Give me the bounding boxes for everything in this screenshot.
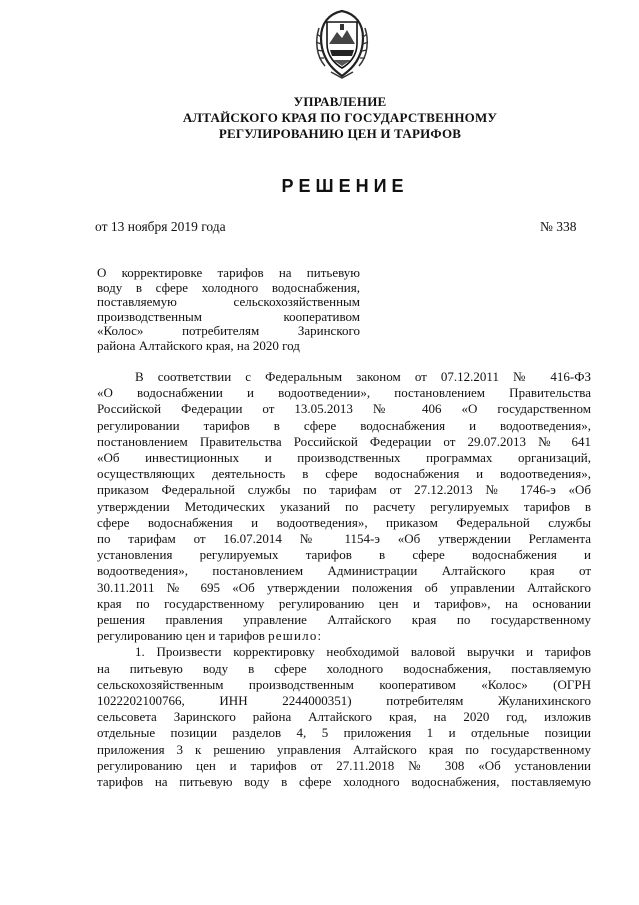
body-line: сельскохозяйственным производственным кооперативом «Колос» (ОГРН <box>97 676 591 692</box>
body-line: на питьевую воду в сфере холодного водоснабжения, поставляемую <box>97 660 591 676</box>
body-line: 1. Произвести корректировку необходимой валовой выручки и тарифов <box>135 644 591 660</box>
body-line: сельсовета Заринского района Алтайского края, на 2020 год, изложив <box>97 709 591 725</box>
document-body <box>97 369 591 790</box>
body-line: 1022202100766, ИНН 2244000351) потребителям Жуланихинского <box>97 693 591 709</box>
document-title: РЕШЕНИЕ <box>281 176 409 196</box>
body-line: приложения 3 к решению управления Алтайского края по государственному <box>97 741 591 757</box>
subject-line: О корректировке тарифов на питьевую <box>97 265 360 280</box>
body-line: водоотведения», постановлением Администрации Алтайского края от <box>97 563 591 579</box>
body-line: сфере водоснабжения и водоотведения», приказом Федеральной службы <box>97 514 591 530</box>
body-line: края по государственному регулированию цен и тарифов», на основании <box>97 595 591 611</box>
body-line: постановлением Правительства Российской Федерации от 29.07.2013 № 641 <box>97 433 591 449</box>
subject-line: «Колос» потребителям Заринского <box>97 323 360 338</box>
body-line: В соответствии с Федеральным законом от 07.12.2011 № 416-ФЗ <box>135 369 591 384</box>
subject-line: воду в сфере холодного водоснабжения, <box>97 279 360 295</box>
document-subject <box>97 266 360 353</box>
org-line: АЛТАЙСКОГО КРАЯ ПО ГОСУДАРСТВЕННОМУ <box>182 110 498 125</box>
body-line: решения правления управление Алтайского края по государственному <box>97 612 591 628</box>
body-line: Российской Федерации от 13.05.2013 № 406 «О государственном <box>97 401 591 417</box>
body-line-text: регулированию цен и тарифов <box>97 628 265 644</box>
body-line: отдельные позиции разделов 4, 5 приложения 1 и отдельные позиции <box>97 725 591 741</box>
subject-line: поставляемую сельскохозяйственным <box>97 294 360 309</box>
subject-line: района Алтайского края, на 2020 год <box>97 337 300 353</box>
subject-line: производственным кооперативом <box>97 308 360 324</box>
body-line: регулировании тарифов в сфере водоснабжения и водоотведения», <box>97 417 591 433</box>
resolved-word: решило: <box>268 628 323 644</box>
body-line: регулированию цен и тарифов от 27.11.2018 № 308 «Об установлении <box>97 757 591 773</box>
body-line: осуществляющих деятельность в сфере водоснабжения и водоотведения», <box>97 466 591 482</box>
altai-krai-coat-of-arms-icon <box>313 8 371 82</box>
body-line <box>97 628 591 644</box>
document-number: № 338 <box>540 219 577 234</box>
issuing-authority <box>140 94 540 142</box>
body-line: «Об инвестиционных и производственных программах организаций, <box>97 450 591 466</box>
body-line: тарифов на питьевую воду в сфере холодного водоснабжения, поставляемую <box>97 774 591 790</box>
body-line: по тарифам от 16.07.2014 № 1154-э «Об утверждении Регламента <box>97 531 591 547</box>
body-line: 30.11.2011 № 695 «Об утверждении положения об управлении Алтайского <box>97 579 591 595</box>
body-line: «О водоснабжении и водоотведении», постановлением Правительства <box>97 385 591 401</box>
body-line: приказом Федеральной службы по тарифам от 27.12.2013 № 1746-э «Об <box>97 482 591 498</box>
body-line: утверждении Методических указаний по расчету регулируемых тарифов в <box>97 498 591 514</box>
org-line: РЕГУЛИРОВАНИЮ ЦЕН И ТАРИФОВ <box>218 126 462 141</box>
document-date: от 13 ноября 2019 года <box>95 219 226 234</box>
org-line: УПРАВЛЕНИЕ <box>293 94 387 109</box>
body-line: установления регулируемых тарифов в сфере водоснабжения и <box>97 547 591 563</box>
